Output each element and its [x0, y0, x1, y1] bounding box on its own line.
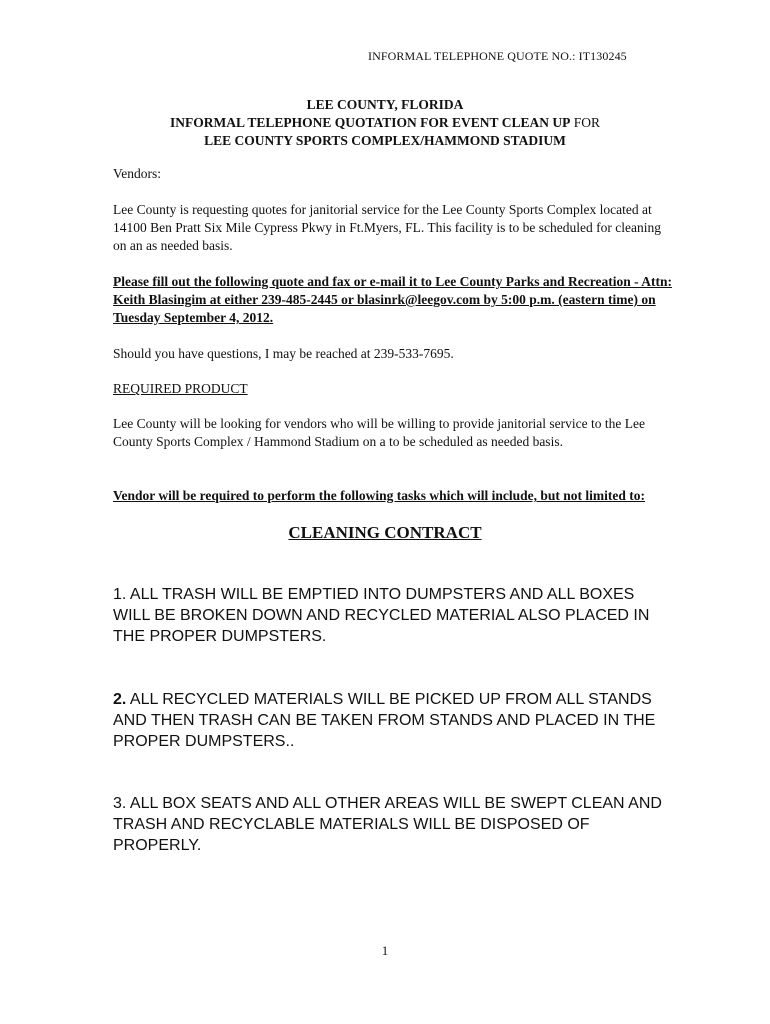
item-text: ALL TRASH WILL BE EMPTIED INTO DUMPSTERS AND ALL BOXES WILL BE BROKEN DOWN AND RECYCLED MATERIAL ALSO PLACED IN THE PROPER DUMPSTERS.	[113, 586, 650, 645]
quote-number-header: INFORMAL TELEPHONE QUOTE NO.: IT130245	[368, 49, 627, 63]
submission-instructions: Please fill out the following quote and fax or e-mail it to Lee County Parks and Recreation - Attn: Keith Blasingim at either 239-485-2445 or blasinrk@leegov.com by 5:00 p.m. (eastern time) on Tuesday September 4, 2012.	[113, 274, 672, 325]
contract-item-1	[113, 584, 673, 647]
cleaning-contract-heading: CLEANING CONTRACT	[288, 523, 482, 542]
title-line-complex: LEE COUNTY SPORTS COMPLEX/HAMMOND STADIUM	[204, 133, 566, 148]
tasks-intro: Vendor will be required to perform the following tasks which will include, but not limited to:	[113, 488, 646, 503]
title-line-county: LEE COUNTY, FLORIDA	[306, 97, 464, 112]
title-quotation-for: FOR	[570, 115, 600, 130]
intro-paragraph: Lee County is requesting quotes for janitorial service for the Lee County Sports Complex located at 14100 Ben Pratt Six Mile Cypress Pkwy in Ft.Myers, FL. This facility is to be scheduled for cleaning on an as needed basis.	[113, 202, 661, 253]
item-number: 1.	[113, 586, 127, 603]
item-number: 2.	[113, 691, 127, 708]
contract-item-2	[113, 689, 673, 752]
item-text: ALL RECYCLED MATERIALS WILL BE PICKED UP FROM ALL STANDS AND THEN TRASH CAN BE TAKEN FROM STANDS AND PLACED IN THE PROPER DUMPSTERS..	[113, 691, 656, 750]
required-product-text: Lee County will be looking for vendors who will be willing to provide janitorial service to the Lee County Sports Complex / Hammond Stadium on a to be scheduled as needed basis.	[113, 416, 646, 449]
contract-item-3	[113, 793, 673, 856]
page-number: 1	[381, 943, 389, 958]
required-product-heading: REQUIRED PRODUCT	[113, 381, 248, 396]
salutation: Vendors:	[113, 166, 161, 181]
contact-paragraph: Should you have questions, I may be reached at 239-533-7695.	[113, 346, 454, 361]
item-text: ALL BOX SEATS AND ALL OTHER AREAS WILL BE SWEPT CLEAN AND TRASH AND RECYCLABLE MATERIALS WILL BE DISPOSED OF PROPERLY.	[113, 795, 662, 854]
title-quotation-bold: INFORMAL TELEPHONE QUOTATION FOR EVENT CLEAN UP	[170, 115, 571, 130]
item-number: 3.	[113, 795, 127, 812]
title-line-quotation	[100, 113, 670, 132]
